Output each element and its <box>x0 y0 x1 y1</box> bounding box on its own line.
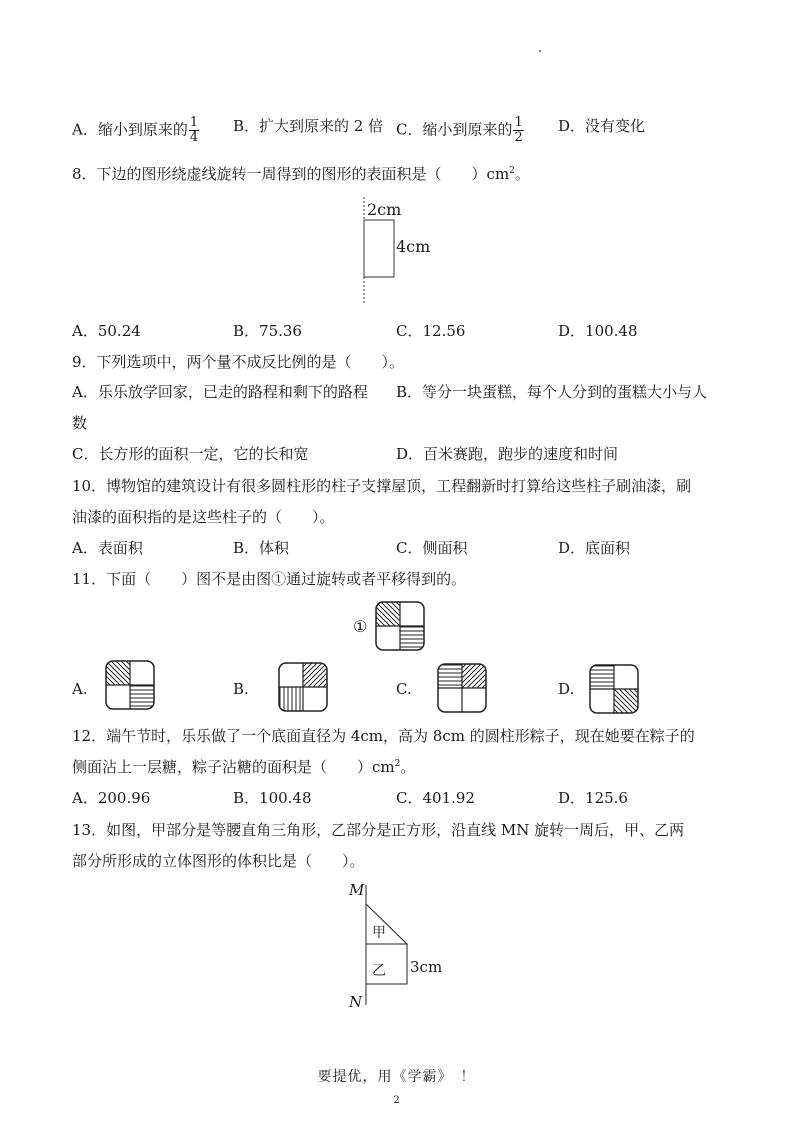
q8-option-d: D．100.48 <box>558 322 638 340</box>
fraction-one-quarter <box>189 116 199 145</box>
hatch-bottom-right <box>400 626 424 650</box>
q12-stem-line2 <box>72 757 415 777</box>
footer-slogan: 要提优，用《学霸》 ！ <box>317 1069 476 1085</box>
q13-side-label: 3cm <box>410 958 443 976</box>
q10-stem-line2: 油漆的面积指的是这些柱子的（ ）。 <box>72 508 335 526</box>
q8-superscript: 2 <box>509 166 515 176</box>
q8-stem-text: 8．下边的图形绕虚线旋转一周得到的图形的表面积是（ ）cm <box>72 165 510 183</box>
q13-label-jia: 甲 <box>372 925 386 941</box>
rectangle-shape <box>364 220 394 277</box>
q7-option-a <box>72 116 199 145</box>
q7-option-c-text: C．缩小到原来的 <box>396 120 513 139</box>
hatch-top-left <box>376 602 400 626</box>
q9-option-a: A．乐乐放学回家，已走的路程和剩下的路程 <box>72 383 368 401</box>
q10-option-c: C．侧面积 <box>396 539 468 557</box>
q11-option-a-figure <box>105 660 155 710</box>
fraction-numerator: 1 <box>189 115 199 130</box>
q8-stem <box>72 164 530 184</box>
q7-option-b: B．扩大到原来的 2 倍 <box>233 117 384 135</box>
fraction-numerator: 1 <box>514 115 523 130</box>
q7-option-c <box>396 116 524 145</box>
q8-height-label: 4cm <box>396 237 431 256</box>
q9-option-c: C．长方形的面积一定，它的长和宽 <box>72 445 309 463</box>
fraction-one-half <box>513 116 523 145</box>
q8-width-label: 2cm <box>367 200 402 219</box>
q12-option-d: D．125.6 <box>558 789 628 807</box>
q13-stem-line1: 13．如图，甲部分是等腰直角三角形，乙部分是正方形，沿直线 MN 旋转一周后，甲、乙两 <box>72 821 685 839</box>
q11-option-d-label: D. <box>558 680 575 698</box>
q8-option-a: A．50.24 <box>72 322 141 340</box>
q8-stem-end: 。 <box>514 165 530 183</box>
page-number: 2 <box>393 1095 400 1106</box>
q13-label-yi: 乙 <box>372 963 386 979</box>
q11-option-b-figure <box>278 662 328 712</box>
q8-option-c: C．12.56 <box>396 322 466 340</box>
q11-option-b-label: B. <box>233 680 249 698</box>
q7-option-d: D．没有变化 <box>558 117 646 135</box>
q13-label-m: M <box>349 881 365 899</box>
q7-option-a-text: A．缩小到原来的 <box>72 120 188 139</box>
q9-stem: 9．下列选项中，两个量不成反比例的是（ ）。 <box>72 353 405 371</box>
fraction-denominator: 4 <box>189 130 199 145</box>
q11-option-a-label: A. <box>72 680 88 698</box>
q12-stem-line2-text: 侧面沾上一层糖，粽子沾糖的面积是（ ）cm <box>72 758 395 776</box>
q11-figure-original <box>375 601 425 651</box>
q13-label-n: N <box>349 993 363 1011</box>
q9-option-b-cont: 数 <box>72 414 88 432</box>
q10-option-d: D．底面积 <box>558 539 631 557</box>
q12-option-c: C．401.92 <box>396 789 475 807</box>
fraction-denominator: 2 <box>514 130 523 145</box>
q12-stem-line1: 12．端午节时，乐乐做了一个底面直径为 4cm，高为 8cm 的圆柱形粽子，现在她要在粽子的 <box>72 727 695 745</box>
q11-option-c-label: C. <box>396 680 412 698</box>
q10-option-b: B．体积 <box>233 539 290 557</box>
q12-option-a: A．200.96 <box>72 789 151 807</box>
q11-stem: 11．下面（ ）图不是由图①通过旋转或者平移得到的。 <box>72 570 467 588</box>
q9-option-b: B．等分一块蛋糕，每个人分到的蛋糕大小与人 <box>396 383 708 401</box>
q10-stem-line1: 10．博物馆的建筑设计有很多圆柱形的柱子支撑屋顶，工程翻新时打算给这些柱子刷油漆，刷 <box>72 477 692 495</box>
q12-stem-end: 。 <box>400 758 416 776</box>
q9-option-d: D．百米赛跑，跑步的速度和时间 <box>396 445 619 463</box>
q11-figure-label: ① <box>353 617 368 636</box>
q12-option-b: B．100.48 <box>233 789 312 807</box>
q11-option-d-figure <box>589 664 639 714</box>
q12-superscript: 2 <box>394 759 401 769</box>
q8-option-b: B．75.36 <box>233 322 302 340</box>
decorative-dot <box>539 50 541 52</box>
q13-stem-line2: 部分所形成的立体图形的体积比是（ ）。 <box>72 852 365 870</box>
q10-option-a: A．表面积 <box>72 539 143 557</box>
q11-option-c-figure <box>437 663 487 713</box>
